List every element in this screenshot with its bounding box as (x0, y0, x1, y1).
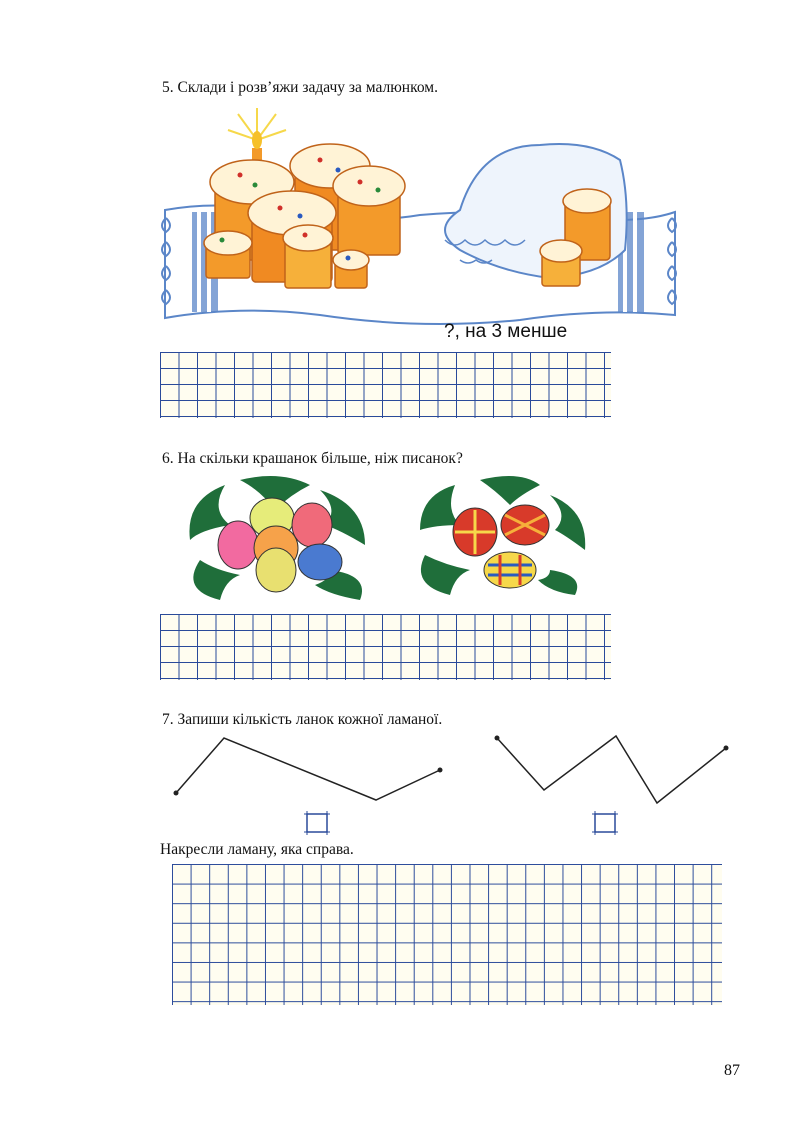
task5-title: 5. Склади і розв’яжи задачу за малюнком. (162, 79, 438, 96)
task5-caption: ?, на 3 менше (444, 321, 568, 342)
answer-box-right[interactable] (590, 810, 620, 836)
task6-title: 6. На скільки крашанок більше, ніж писанок? (162, 450, 463, 467)
task7-draw-instruction: Накресли ламану, яка справа. (160, 841, 354, 858)
polyline-right (490, 730, 735, 810)
polyline-left (170, 730, 450, 810)
pysanky-illustration (410, 470, 590, 600)
task7-drawing-grid[interactable] (172, 864, 722, 1005)
task7-title: 7. Запиши кількість ланок кожної ламаної. (162, 711, 443, 728)
answer-box-left[interactable] (302, 810, 332, 836)
easter-cakes-illustration (160, 100, 680, 335)
task6-answer-grid[interactable] (160, 614, 611, 680)
page-number: 87 (724, 1062, 740, 1079)
krashanky-illustration (180, 470, 375, 605)
task5-answer-grid[interactable] (160, 352, 611, 418)
